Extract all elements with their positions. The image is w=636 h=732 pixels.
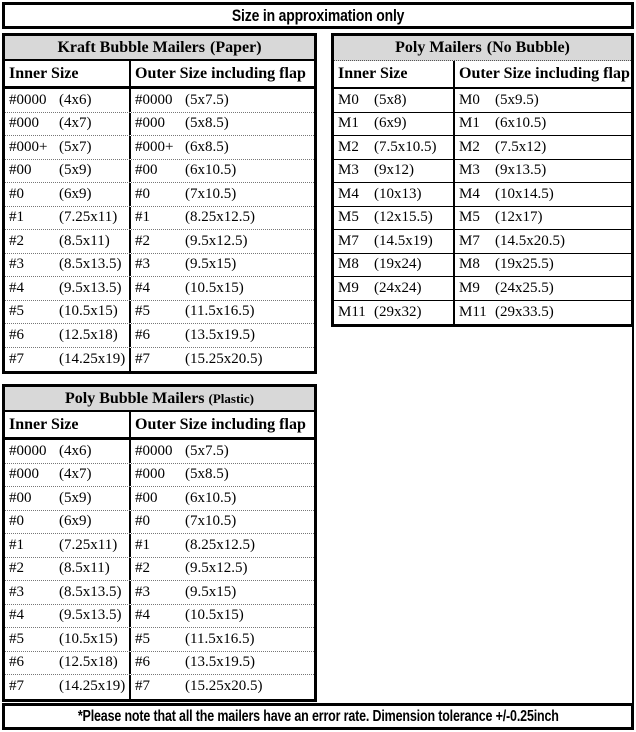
table-row bbox=[5, 277, 314, 301]
inner-size-cell bbox=[334, 183, 455, 206]
inner-size-cell bbox=[5, 324, 131, 347]
mailer-size: (5x8.5) bbox=[185, 466, 229, 483]
inner-size-cell bbox=[334, 277, 455, 300]
mailer-code: #7 bbox=[135, 678, 150, 695]
mailer-code: #4 bbox=[9, 607, 24, 624]
mailer-code: M9 bbox=[459, 279, 480, 296]
mailer-size: (4x7) bbox=[59, 115, 92, 132]
mailer-code: #3 bbox=[9, 583, 24, 600]
mailer-size: (5x9) bbox=[59, 162, 92, 179]
table-row bbox=[5, 534, 314, 558]
mailer-size: (6x8.5) bbox=[185, 138, 229, 155]
table-row bbox=[5, 207, 314, 231]
inner-size-cell bbox=[5, 534, 131, 557]
mailer-size: (6x9) bbox=[59, 513, 92, 530]
mailer-size: (9.5x12.5) bbox=[185, 232, 248, 249]
mailer-code: M11 bbox=[459, 303, 487, 320]
table-title bbox=[5, 387, 314, 412]
inner-size-cell bbox=[5, 277, 131, 300]
mailer-code: #7 bbox=[9, 678, 24, 695]
table-row bbox=[334, 277, 631, 301]
mailer-code: #0 bbox=[9, 513, 24, 530]
poly-mailers-table bbox=[331, 33, 634, 327]
outer-size-cell bbox=[131, 207, 314, 230]
mailer-size: (7x10.5) bbox=[185, 185, 237, 202]
mailer-size: (19x25.5) bbox=[495, 256, 554, 273]
mailer-size: (7x10.5) bbox=[185, 513, 237, 530]
mailer-code: M3 bbox=[338, 162, 359, 179]
outer-size-cell bbox=[131, 605, 314, 628]
mailer-size: (5x9.5) bbox=[495, 91, 539, 108]
inner-size-cell bbox=[334, 136, 455, 159]
mailer-size: (5x9) bbox=[59, 489, 92, 506]
mailer-size: (11.5x16.5) bbox=[185, 303, 255, 320]
table-row bbox=[334, 207, 631, 231]
mailer-size: (24x24) bbox=[374, 279, 422, 296]
mailer-code: #3 bbox=[135, 256, 150, 273]
mailer-code: #00 bbox=[135, 162, 158, 179]
mailer-code: #1 bbox=[9, 536, 24, 553]
table-row bbox=[5, 301, 314, 325]
mailer-code: #2 bbox=[135, 560, 150, 577]
mailer-size: (8.25x12.5) bbox=[185, 209, 255, 226]
sheet-title: Size in approximation only bbox=[231, 5, 405, 25]
outer-size-cell bbox=[131, 160, 314, 183]
table-row bbox=[334, 301, 631, 325]
table-row bbox=[5, 113, 314, 137]
outer-size-header: Outer Size including flap bbox=[459, 65, 630, 82]
mailer-size: (4x6) bbox=[59, 91, 92, 108]
table-row bbox=[5, 558, 314, 582]
mailer-code: #4 bbox=[135, 607, 150, 624]
mailer-size: (9.5x15) bbox=[185, 583, 237, 600]
outer-size-cell bbox=[131, 254, 314, 277]
inner-size-cell bbox=[5, 558, 131, 581]
mailer-size: (9x13.5) bbox=[495, 162, 547, 179]
inner-size-cell bbox=[5, 160, 131, 183]
mailer-size: (15.25x20.5) bbox=[185, 678, 263, 695]
mailer-size: (10x13) bbox=[374, 185, 422, 202]
table-row bbox=[5, 652, 314, 676]
mailer-size: (12.5x18) bbox=[59, 654, 118, 671]
mailer-code: #1 bbox=[135, 209, 150, 226]
table-title bbox=[334, 36, 631, 61]
outer-size-cell bbox=[131, 230, 314, 253]
left-column bbox=[2, 33, 317, 702]
mailer-size: (11.5x16.5) bbox=[185, 630, 255, 647]
inner-size-cell bbox=[5, 183, 131, 206]
mailer-code: #2 bbox=[9, 232, 24, 249]
mailer-size: (5x7.5) bbox=[185, 91, 229, 108]
outer-size-cell bbox=[455, 230, 631, 253]
mailer-code: #6 bbox=[9, 326, 24, 343]
mailer-code: M9 bbox=[338, 279, 359, 296]
mailer-size: (15.25x20.5) bbox=[185, 350, 263, 367]
mailer-size: (7.25x11) bbox=[59, 536, 118, 553]
mailer-size: (8.25x12.5) bbox=[185, 536, 255, 553]
mailer-size: (14.25x19) bbox=[59, 350, 126, 367]
mailer-size: (5x7) bbox=[59, 138, 92, 155]
table-body bbox=[5, 440, 314, 699]
inner-size-cell bbox=[5, 675, 131, 699]
mailer-code: #1 bbox=[9, 209, 24, 226]
table-title bbox=[5, 36, 314, 61]
table-row bbox=[5, 605, 314, 629]
mailer-code: #000 bbox=[135, 115, 165, 132]
mailer-code: #7 bbox=[135, 350, 150, 367]
mailer-code: #4 bbox=[135, 279, 150, 296]
outer-size-cell bbox=[131, 487, 314, 510]
outer-size-cell bbox=[131, 558, 314, 581]
outer-size-cell bbox=[131, 628, 314, 651]
outer-size-cell bbox=[131, 324, 314, 347]
outer-size-cell bbox=[455, 89, 631, 112]
inner-size-cell bbox=[5, 136, 131, 159]
mailer-code: #0 bbox=[135, 185, 150, 202]
mailer-code: M1 bbox=[459, 115, 480, 132]
mailer-size: (5x8.5) bbox=[185, 115, 229, 132]
outer-size-cell bbox=[131, 581, 314, 604]
mailer-size: (12x15.5) bbox=[374, 209, 433, 226]
inner-size-cell bbox=[334, 301, 455, 325]
outer-size-cell bbox=[131, 652, 314, 675]
table-title-text: Poly Bubble Mailers bbox=[64, 389, 205, 407]
mailer-size: (7.25x11) bbox=[59, 209, 118, 226]
table-row bbox=[5, 581, 314, 605]
outer-size-cell bbox=[455, 136, 631, 159]
table-row bbox=[5, 511, 314, 535]
mailer-size: (9.5x15) bbox=[185, 256, 237, 273]
mailer-size: (10.5x15) bbox=[185, 607, 244, 624]
mailer-size: (9x12) bbox=[374, 162, 414, 179]
table-row bbox=[334, 254, 631, 278]
mailer-size: (6x9) bbox=[59, 185, 92, 202]
table-row bbox=[5, 324, 314, 348]
table-row bbox=[5, 464, 314, 488]
mailer-code: M8 bbox=[338, 256, 359, 273]
mailer-code: #00 bbox=[135, 489, 158, 506]
outer-size-cell bbox=[131, 301, 314, 324]
mailer-code: #2 bbox=[9, 560, 24, 577]
table-row bbox=[5, 254, 314, 278]
mailer-code: M3 bbox=[459, 162, 480, 179]
table-header-row bbox=[334, 61, 631, 89]
right-column bbox=[331, 33, 634, 327]
mailer-code: #000+ bbox=[9, 138, 48, 155]
outer-size-header: Outer Size including flap bbox=[135, 64, 306, 82]
mailer-size: (12.5x18) bbox=[59, 326, 118, 343]
inner-size-cell bbox=[5, 652, 131, 675]
mailer-size: (29x32) bbox=[374, 303, 422, 320]
table-row bbox=[334, 183, 631, 207]
inner-size-cell bbox=[5, 230, 131, 253]
mailer-size: (7.5x10.5) bbox=[374, 138, 437, 155]
mailer-size: (8.5x11) bbox=[59, 232, 110, 249]
mailer-code: #5 bbox=[135, 303, 150, 320]
mailer-code: #4 bbox=[9, 279, 24, 296]
mailer-size: (7.5x12) bbox=[495, 138, 547, 155]
mailer-size: (10.5x15) bbox=[185, 279, 244, 296]
inner-size-cell bbox=[5, 487, 131, 510]
outer-size-cell bbox=[131, 440, 314, 463]
outer-size-cell bbox=[131, 183, 314, 206]
inner-size-cell bbox=[5, 605, 131, 628]
mailer-code: #0000 bbox=[9, 442, 47, 459]
mailer-size: (6x10.5) bbox=[495, 115, 547, 132]
mailer-size: (9.5x13.5) bbox=[59, 279, 122, 296]
inner-size-cell bbox=[5, 511, 131, 534]
mailer-code: M2 bbox=[459, 138, 480, 155]
table-header-row bbox=[5, 61, 314, 89]
inner-size-cell bbox=[334, 207, 455, 230]
table-row bbox=[5, 160, 314, 184]
mailer-size: (5x7.5) bbox=[185, 442, 229, 459]
mailer-size: (6x10.5) bbox=[185, 162, 237, 179]
outer-size-header: Outer Size including flap bbox=[135, 415, 306, 433]
mailer-code: M5 bbox=[338, 209, 359, 226]
inner-size-cell bbox=[5, 581, 131, 604]
inner-size-header: Inner Size bbox=[334, 61, 455, 87]
table-row bbox=[334, 160, 631, 184]
mailer-code: M1 bbox=[338, 115, 359, 132]
inner-size-cell bbox=[5, 207, 131, 230]
table-row bbox=[5, 89, 314, 113]
mailer-size: (6x9) bbox=[374, 115, 407, 132]
kraft-bubble-mailers-table bbox=[2, 33, 317, 374]
table-row bbox=[334, 230, 631, 254]
mailer-code: #0 bbox=[9, 185, 24, 202]
mailer-code: #000+ bbox=[135, 138, 174, 155]
mailer-code: #3 bbox=[135, 583, 150, 600]
outer-size-cell bbox=[455, 301, 631, 325]
inner-size-cell bbox=[334, 160, 455, 183]
mailer-code: M4 bbox=[459, 185, 480, 202]
inner-size-header: Inner Size bbox=[5, 412, 131, 437]
table-row bbox=[334, 136, 631, 160]
outer-size-cell bbox=[455, 277, 631, 300]
mailer-size: (5x8) bbox=[374, 91, 407, 108]
mailer-code: #6 bbox=[9, 654, 24, 671]
mailer-code: #7 bbox=[9, 350, 24, 367]
inner-size-cell bbox=[5, 628, 131, 651]
inner-size-cell bbox=[334, 89, 455, 112]
mailer-code: M0 bbox=[338, 91, 359, 108]
mailer-code: #00 bbox=[9, 489, 32, 506]
mailer-code: #000 bbox=[9, 466, 39, 483]
mailer-size: (12x17) bbox=[495, 209, 543, 226]
footer-note-bar bbox=[2, 703, 634, 730]
inner-size-cell bbox=[5, 464, 131, 487]
outer-size-cell bbox=[131, 277, 314, 300]
mailer-size: (29x33.5) bbox=[495, 303, 554, 320]
mailer-size: (13.5x19.5) bbox=[185, 326, 255, 343]
table-title-text: Poly Mailers bbox=[395, 39, 482, 56]
mailer-size: (14.5x20.5) bbox=[495, 232, 565, 249]
mailer-code: #5 bbox=[9, 303, 24, 320]
table-body bbox=[334, 89, 631, 324]
table-row bbox=[5, 136, 314, 160]
table-row bbox=[5, 348, 314, 372]
inner-size-cell bbox=[334, 254, 455, 277]
mailer-code: M4 bbox=[338, 185, 359, 202]
outer-size-cell bbox=[131, 511, 314, 534]
footer-note: *Please note that all the mailers have an error rate. Dimension tolerance +/-0.25inch bbox=[77, 707, 559, 725]
mailer-code: #00 bbox=[9, 162, 32, 179]
outer-size-cell bbox=[131, 136, 314, 159]
outer-size-cell bbox=[455, 113, 631, 136]
outer-size-cell bbox=[455, 207, 631, 230]
mailer-size: (10.5x15) bbox=[59, 630, 118, 647]
table-row bbox=[5, 675, 314, 699]
mailer-code: #6 bbox=[135, 326, 150, 343]
mailer-size: (24x25.5) bbox=[495, 279, 554, 296]
inner-size-cell bbox=[5, 89, 131, 112]
table-body bbox=[5, 89, 314, 371]
inner-size-cell bbox=[5, 113, 131, 136]
mailer-size: (4x6) bbox=[59, 442, 92, 459]
mailer-code: #2 bbox=[135, 232, 150, 249]
mailer-code: #000 bbox=[135, 466, 165, 483]
table-title-suffix: (Plastic) bbox=[208, 390, 255, 406]
mailer-size: (14.25x19) bbox=[59, 678, 126, 695]
table-header-row bbox=[5, 412, 314, 440]
mailer-size: (10x14.5) bbox=[495, 185, 554, 202]
outer-size-cell bbox=[455, 160, 631, 183]
mailer-size: (6x10.5) bbox=[185, 489, 237, 506]
inner-size-cell bbox=[5, 348, 131, 372]
mailer-code: #5 bbox=[135, 630, 150, 647]
mailer-code: M0 bbox=[459, 91, 480, 108]
mailer-code: #000 bbox=[9, 115, 39, 132]
mailer-code: #3 bbox=[9, 256, 24, 273]
mailer-size: (8.5x13.5) bbox=[59, 583, 122, 600]
outer-size-cell bbox=[131, 89, 314, 112]
table-row bbox=[5, 628, 314, 652]
mailer-code: #1 bbox=[135, 536, 150, 553]
poly-bubble-mailers-table bbox=[2, 384, 317, 702]
sheet-title-bar bbox=[2, 2, 634, 29]
mailer-size: (8.5x11) bbox=[59, 560, 110, 577]
tables-area bbox=[2, 33, 634, 702]
mailer-code: #5 bbox=[9, 630, 24, 647]
mailer-size: (9.5x12.5) bbox=[185, 560, 248, 577]
inner-size-cell bbox=[5, 301, 131, 324]
table-title-suffix: (No Bubble) bbox=[486, 39, 570, 56]
mailer-size: (8.5x13.5) bbox=[59, 256, 122, 273]
mailer-code: M5 bbox=[459, 209, 480, 226]
mailer-size: (13.5x19.5) bbox=[185, 654, 255, 671]
mailer-code: M8 bbox=[459, 256, 480, 273]
outer-size-cell bbox=[455, 254, 631, 277]
table-row bbox=[5, 487, 314, 511]
mailer-code: M7 bbox=[338, 232, 359, 249]
table-row bbox=[5, 230, 314, 254]
page-edge-line bbox=[632, 327, 634, 703]
mailer-size: (4x7) bbox=[59, 466, 92, 483]
mailer-size: (19x24) bbox=[374, 256, 422, 273]
table-row bbox=[5, 440, 314, 464]
mailer-size: (14.5x19) bbox=[374, 232, 433, 249]
mailer-code: M11 bbox=[338, 303, 366, 320]
outer-size-cell bbox=[455, 183, 631, 206]
mailer-code: #6 bbox=[135, 654, 150, 671]
mailer-code: #0000 bbox=[135, 442, 173, 459]
outer-size-cell bbox=[131, 464, 314, 487]
mailer-code: M7 bbox=[459, 232, 480, 249]
inner-size-header: Inner Size bbox=[5, 61, 131, 86]
table-row bbox=[334, 113, 631, 137]
mailer-size: (10.5x15) bbox=[59, 303, 118, 320]
mailer-code: #0000 bbox=[135, 91, 173, 108]
mailer-code: #0000 bbox=[9, 91, 47, 108]
table-title-suffix: (Paper) bbox=[210, 38, 262, 56]
inner-size-cell bbox=[334, 113, 455, 136]
inner-size-cell bbox=[5, 254, 131, 277]
outer-size-cell bbox=[131, 534, 314, 557]
table-title-text: Kraft Bubble Mailers bbox=[57, 38, 205, 56]
outer-size-cell bbox=[131, 675, 314, 699]
table-gap bbox=[2, 374, 317, 384]
mailer-size: (9.5x13.5) bbox=[59, 607, 122, 624]
mailer-code: #0 bbox=[135, 513, 150, 530]
outer-size-cell bbox=[131, 348, 314, 372]
table-row bbox=[334, 89, 631, 113]
mailer-code: M2 bbox=[338, 138, 359, 155]
inner-size-cell bbox=[334, 230, 455, 253]
outer-size-cell bbox=[131, 113, 314, 136]
table-row bbox=[5, 183, 314, 207]
inner-size-cell bbox=[5, 440, 131, 463]
